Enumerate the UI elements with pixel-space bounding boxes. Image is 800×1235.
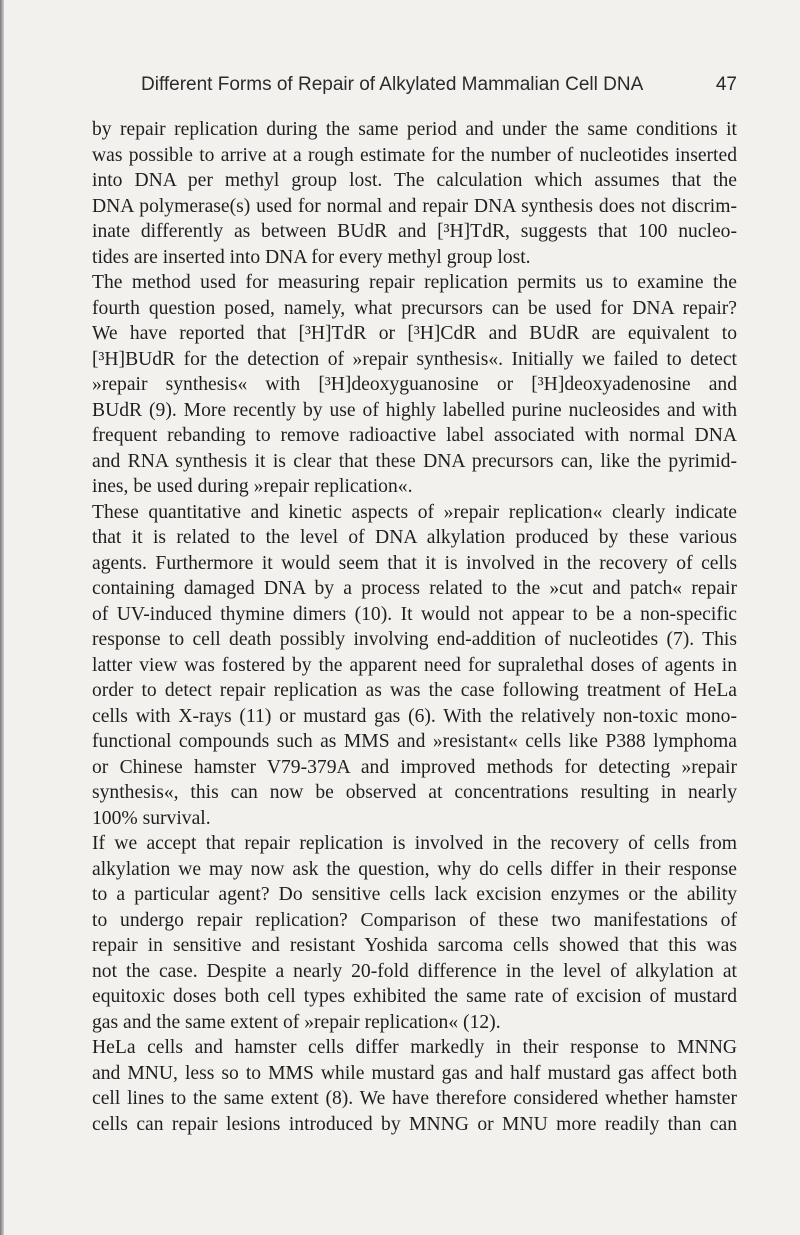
text-line: response to cell death possibly involving end-addition of nucleotides (7). This bbox=[92, 629, 737, 650]
text-line: inate differently as between BUdR and [³H]TdR, suggests that 100 nucleo- bbox=[92, 221, 737, 242]
page-number: 47 bbox=[715, 74, 737, 95]
text-line: order to detect repair replication as was the case following treatment of HeLa bbox=[92, 680, 737, 701]
text-line: »repair synthesis« with [³H]deoxyguanosine or [³H]deoxyadenosine and bbox=[92, 374, 737, 395]
text-line: was possible to arrive at a rough estimate for the number of nucleotides inserted bbox=[92, 144, 737, 166]
text-line: alkylation we may now ask the question, why do cells differ in their response bbox=[92, 858, 737, 880]
text-line: by repair replication during the same period and under the same conditions it bbox=[92, 119, 737, 140]
running-head-title: Different Forms of Repair of Alkylated Mammalian Cell DNA bbox=[141, 74, 644, 95]
text-line: synthesis«, this can now be observed at concentrations resulting in nearly bbox=[92, 782, 737, 803]
text-line: frequent rebanding to remove radioactive label associated with normal DNA bbox=[92, 425, 737, 446]
text-line: and RNA synthesis it is clear that these DNA precursors can, like the pyrimid- bbox=[92, 450, 737, 472]
text-line: repair in sensitive and resistant Yoshida sarcoma cells showed that this was bbox=[92, 935, 737, 956]
running-head bbox=[141, 74, 737, 100]
text-line: that it is related to the level of DNA alkylation produced by these various bbox=[92, 527, 737, 548]
text-line: cells with X-rays (11) or mustard gas (6). With the relatively non-toxic mono- bbox=[92, 705, 737, 727]
text-line: not the case. Despite a nearly 20-fold difference in the level of alkylation at bbox=[92, 960, 737, 982]
text-line: latter view was fostered by the apparent need for supralethal doses of agents in bbox=[92, 654, 737, 676]
text-line: agents. Furthermore it would seem that it is involved in the recovery of cells bbox=[92, 552, 737, 574]
page-spine-shadow bbox=[0, 0, 4, 1235]
body-text bbox=[92, 117, 737, 1137]
text-line: tides are inserted into DNA for every methyl group lost. bbox=[92, 246, 531, 268]
text-line: to a particular agent? Do sensitive cells lack excision enzymes or the ability bbox=[92, 884, 737, 905]
text-line: containing damaged DNA by a process related to the »cut and patch« repair bbox=[92, 578, 737, 599]
text-line: cells can repair lesions introduced by MNNG or MNU more readily than can bbox=[92, 1113, 737, 1135]
text-line: of UV-induced thymine dimers (10). It would not appear to be a non-specific bbox=[92, 603, 737, 625]
text-line: and MNU, less so to MMS while mustard gas and half mustard gas affect both bbox=[92, 1062, 737, 1084]
text-line: BUdR (9). More recently by use of highly labelled purine nucleosides and with bbox=[92, 399, 737, 421]
text-line: functional compounds such as MMS and »resistant« cells like P388 lymphoma bbox=[92, 731, 737, 752]
text-line: fourth question posed, namely, what precursors can be used for DNA repair? bbox=[92, 297, 737, 319]
text-line: These quantitative and kinetic aspects of »repair replication« clearly indicate bbox=[92, 501, 737, 523]
text-line: DNA polymerase(s) used for normal and repair DNA synthesis does not discrim- bbox=[92, 195, 737, 217]
text-line: cell lines to the same extent (8). We have therefore considered whether hamster bbox=[92, 1088, 737, 1109]
text-line: 100% survival. bbox=[92, 807, 211, 829]
text-line: The method used for measuring repair replication permits us to examine the bbox=[92, 272, 737, 293]
text-line: equitoxic doses both cell types exhibited the same rate of excision of mustard bbox=[92, 986, 737, 1007]
text-line: We have reported that [³H]TdR or [³H]CdR and BUdR are equivalent to bbox=[92, 323, 737, 344]
text-line: HeLa cells and hamster cells differ markedly in their response to MNNG bbox=[92, 1037, 737, 1058]
text-line: gas and the same extent of »repair replication« (12). bbox=[92, 1011, 501, 1033]
text-line: ines, be used during »repair replication«. bbox=[92, 476, 413, 497]
text-line: [³H]BUdR for the detection of »repair synthesis«. Initially we failed to detect bbox=[92, 348, 737, 370]
text-line: into DNA per methyl group lost. The calculation which assumes that the bbox=[92, 170, 737, 191]
text-line: or Chinese hamster V79-379A and improved methods for detecting »repair bbox=[92, 756, 737, 778]
text-line: to undergo repair replication? Comparison of these two manifestations of bbox=[92, 909, 737, 931]
text-line: If we accept that repair replication is involved in the recovery of cells from bbox=[92, 833, 737, 854]
